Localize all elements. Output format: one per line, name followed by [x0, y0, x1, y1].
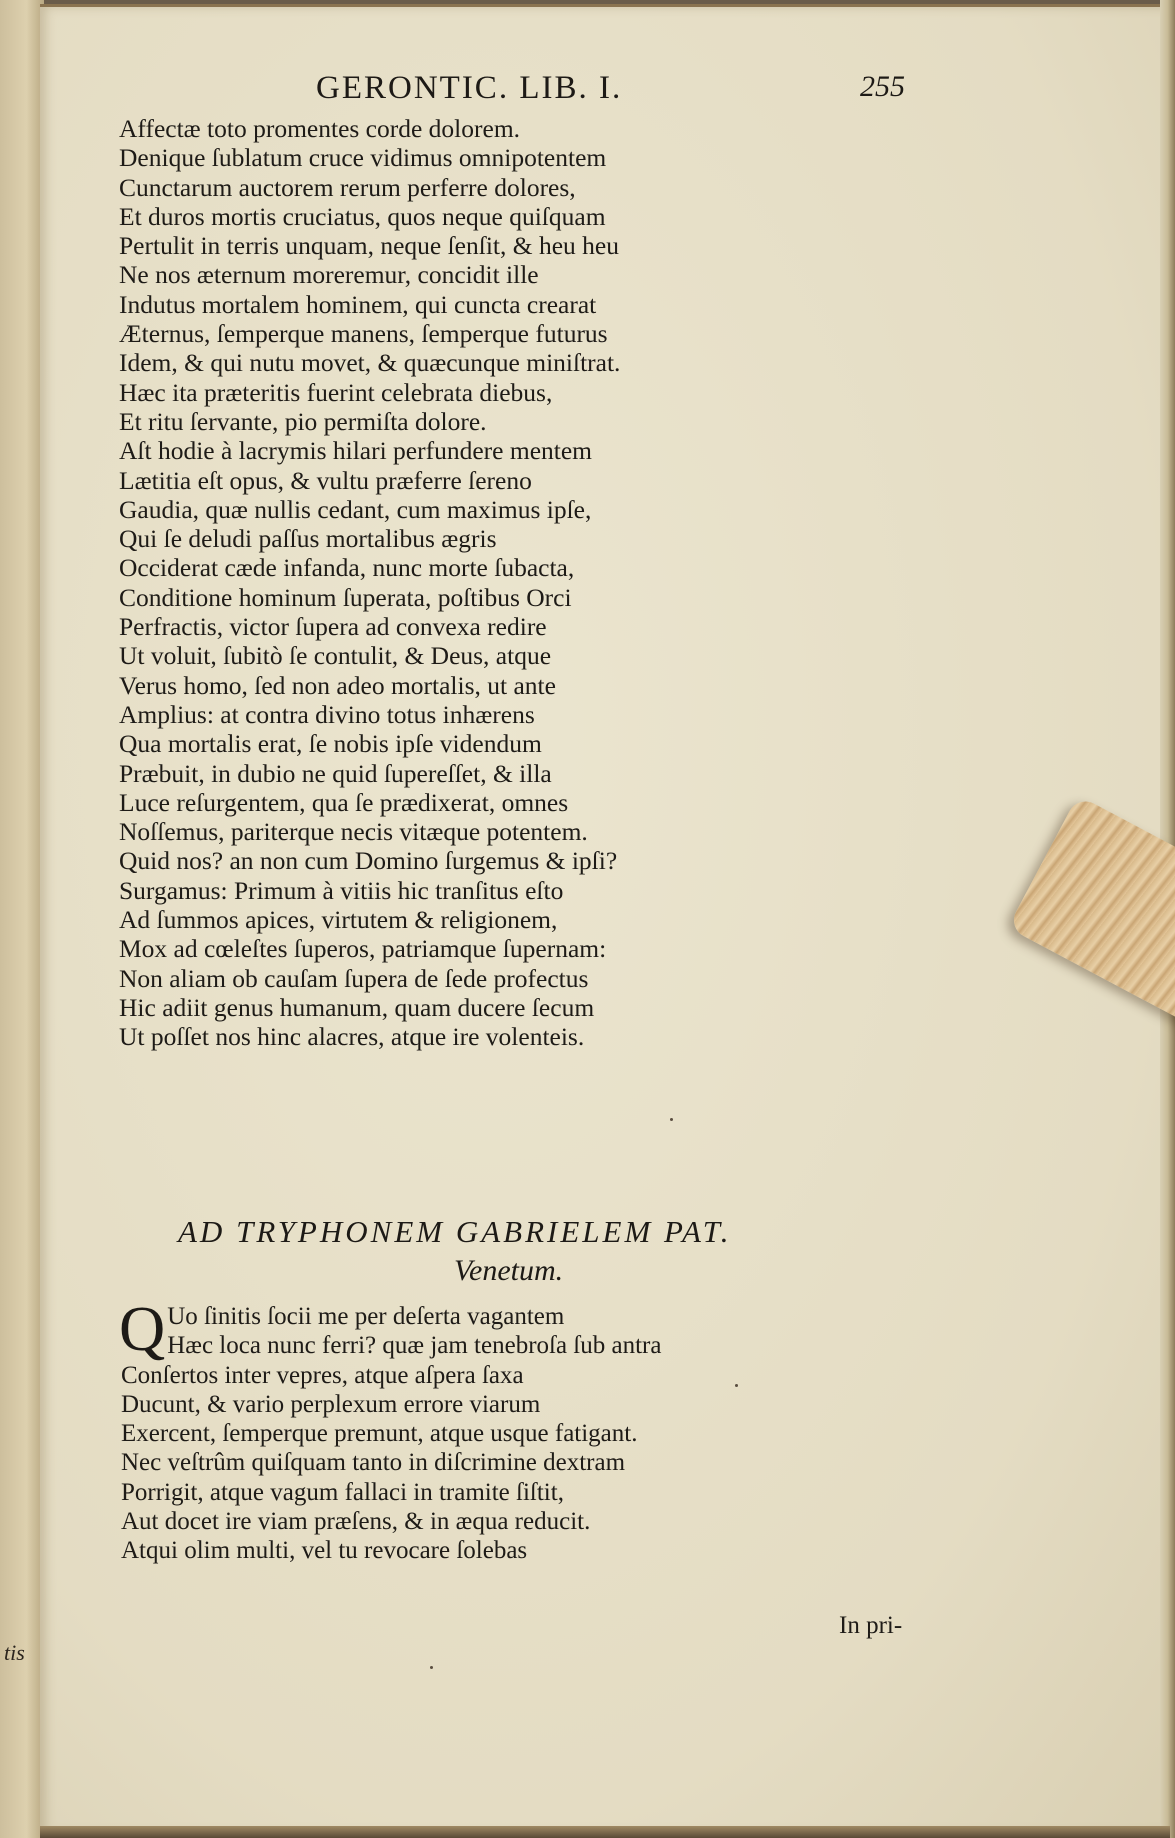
verse-line: Luce reſurgentem, qua ſe prædixerat, omnes	[119, 787, 569, 817]
verse-line: Denique ſublatum cruce vidimus omnipotentem	[119, 143, 607, 173]
running-title: GERONTIC. LIB. I.	[316, 70, 623, 106]
verse-line: Lætitia eſt opus, & vultu præferre ſereno	[119, 465, 532, 495]
margin-note: tis	[4, 1640, 25, 1665]
verse-line: Ducunt, & vario perplexum errore viarum	[121, 1390, 541, 1418]
verse-line: Surgamus: Primum à vitiis hic tranſitus eſto	[119, 875, 564, 905]
verse-line: Non aliam ob cauſam ſupera de ſede profectus	[119, 963, 589, 993]
verse-line: Nec veſtrûm quiſquam tanto in diſcrimine dextram	[121, 1449, 626, 1477]
verse-line: Idem, & qui nutu movet, & quæcunque miniſtrat.	[119, 348, 621, 378]
drop-cap: Q	[119, 1293, 166, 1364]
catchword: In pri-	[839, 1612, 903, 1639]
verse-line: Et ritu ſervante, pio permiſta dolore.	[119, 406, 487, 436]
verse-line: Conditione hominum ſuperata, poſtibus Orci	[119, 582, 572, 612]
verse-line: Aſt hodie à lacrymis hilari perfundere mentem	[119, 436, 592, 466]
poem-subtitle: Venetum.	[454, 1254, 564, 1287]
verse-line: Hic adiit genus humanum, quam ducere ſecum	[119, 992, 595, 1022]
first-line-text: Uo ſinitis ſocii me per deſerta vagantem	[167, 1303, 565, 1330]
verse-line: Aut docet ire viam præſens, & in æqua reducit.	[121, 1508, 591, 1536]
verse-line: Affectæ toto promentes corde dolorem.	[119, 114, 521, 143]
ink-speck	[430, 1666, 433, 1669]
verse-line: Et duros mortis cruciatus, quos neque quiſquam	[119, 201, 606, 231]
verse-line: Æternus, ſemperque manens, ſemperque futurus	[119, 319, 608, 349]
verse-line: Hæc ita præteritis fuerint celebrata diebus,	[119, 377, 553, 407]
verse-line: Verus homo, ſed non adeo mortalis, ut ante	[119, 670, 556, 700]
verse-line: Hæc loca nunc ferri? quæ jam tenebroſa ſub antra	[167, 1332, 662, 1360]
verse-line: Occiderat cæde infanda, nunc morte ſubacta,	[119, 553, 575, 583]
verse-line: Qui ſe deludi paſſus mortalibus ægris	[119, 524, 497, 554]
verse-line: Ut poſſet nos hinc alacres, atque ire volenteis.	[119, 1022, 585, 1052]
poem-body	[119, 114, 919, 1052]
verse-line: Pertulit in terris unquam, neque ſenſit, & heu heu	[119, 231, 619, 261]
second-poem-lines	[121, 1331, 881, 1565]
verse-line: Ut voluit, ſubitò ſe contulit, & Deus, atque	[119, 641, 552, 671]
book-bottom-edge	[40, 1826, 1170, 1838]
verse-line: Ne nos æternum moreremur, concidit ille	[119, 260, 539, 290]
verse-line: Ad ſummos apices, virtutem & religionem,	[119, 905, 558, 935]
verse-line: Mox ad cœleſtes ſuperos, patriamque ſupernam:	[119, 934, 607, 964]
verse-line: Perfractis, victor ſupera ad convexa redire	[119, 612, 547, 642]
verse-line: Qua mortalis erat, ſe nobis ipſe videndum	[119, 729, 542, 759]
verse-line: Præbuit, in dubio ne quid ſupereſſet, & illa	[119, 758, 552, 788]
verse-line: Conſertos inter vepres, atque aſpera ſaxa	[121, 1361, 524, 1389]
verse-line: Exercent, ſemperque premunt, atque usque fatigant.	[121, 1420, 638, 1448]
ink-speck	[735, 1384, 738, 1387]
ink-speck	[670, 1118, 673, 1121]
verse-line: Amplius: at contra divino totus inhærens	[119, 699, 535, 729]
verse-line: Cunctarum auctorem rerum perferre dolores,	[119, 172, 576, 202]
verse-line: Quid nos? an non cum Domino ſurgemus & ipſi?	[119, 846, 618, 876]
verse-line: Gaudia, quæ nullis cedant, cum maximus ipſe,	[119, 494, 592, 524]
poem-title: AD TRYPHONEM GABRIELEM PAT.	[178, 1214, 732, 1249]
book-left-edge	[0, 0, 44, 1838]
verse-line: Atqui olim multi, vel tu revocare ſolebas	[121, 1537, 528, 1565]
verse-line: Porrigit, atque vagum fallaci in tramite ſiſtit,	[121, 1478, 564, 1506]
page-number: 255	[860, 70, 905, 103]
verse-line: Noſſemus, pariterque necis vitæque potentem.	[119, 817, 588, 847]
second-poem-body	[119, 1293, 881, 1566]
verse-line: Indutus mortalem hominem, qui cuncta crearat	[119, 289, 597, 319]
